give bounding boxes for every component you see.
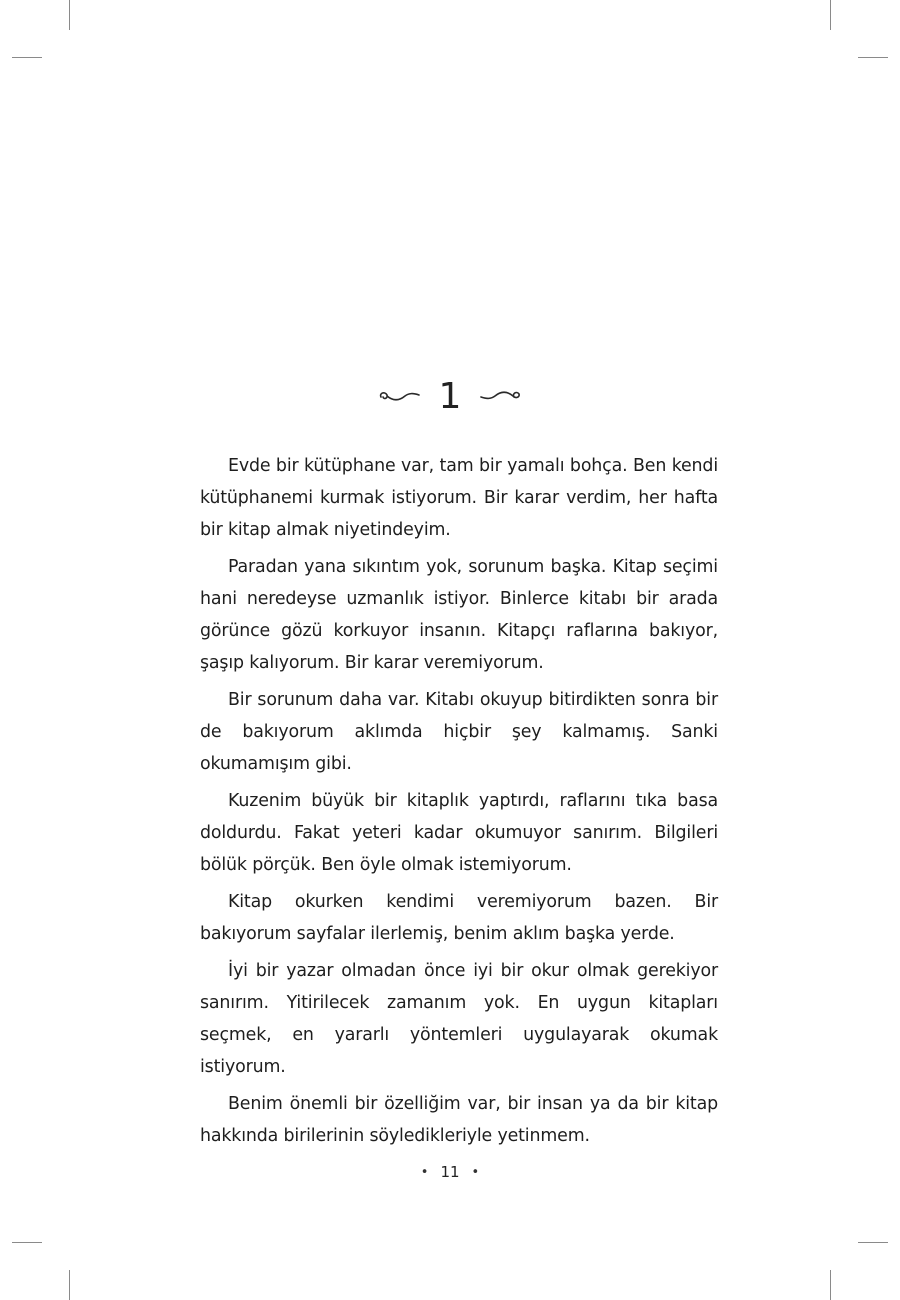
crop-mark-bottom-left bbox=[69, 1270, 70, 1300]
page-footer bbox=[0, 1160, 900, 1184]
paragraph: Kuzenim büyük bir kitaplık yaptırdı, raflarını tıka basa doldurdu. Fakat yeteri kadar okumuyor sanırım. Bilgileri bölük pörçük. Ben öyle olmak istemiyorum. bbox=[200, 791, 718, 875]
crop-mark-top-left bbox=[69, 0, 70, 30]
chapter-body bbox=[200, 450, 718, 1157]
paragraph: Kitap okurken kendimi veremiyorum bazen. Bir bakıyorum sayfalar ilerlemiş, benim aklım başka yerde. bbox=[200, 892, 718, 944]
footer-ornament-left: • bbox=[420, 1164, 429, 1180]
paragraph: İyi bir yazar olmadan önce iyi bir okur olmak gerekiyor sanırım. Yitirilecek zamanım yok. En uygun kitapları seçmek, en yararlı yöntemleri uygulayarak okumak istiyorum. bbox=[200, 961, 718, 1077]
swash-ornament-icon bbox=[477, 385, 525, 407]
crop-mark-bottom-right-horizontal bbox=[858, 1242, 888, 1243]
paragraph: Benim önemli bir özelliğim var, bir insan ya da bir kitap hakkında birilerinin söyledikleriyle yetinmem. bbox=[200, 1094, 718, 1146]
chapter-number: 1 bbox=[438, 376, 462, 417]
paragraph: Bir sorunum daha var. Kitabı okuyup bitirdikten sonra bir de bakıyorum aklımda hiçbir şey kalmamış. Sanki okumamışım gibi. bbox=[200, 690, 718, 774]
chapter-heading bbox=[0, 368, 900, 424]
footer-ornament-right: • bbox=[471, 1164, 480, 1180]
crop-mark-top-left-horizontal bbox=[12, 57, 42, 58]
swash-ornament-icon bbox=[375, 385, 423, 407]
crop-mark-top-right-horizontal bbox=[858, 57, 888, 58]
crop-mark-bottom-right bbox=[830, 1270, 831, 1300]
paragraph: Evde bir kütüphane var, tam bir yamalı bohça. Ben kendi kütüphanemi kurmak istiyorum. Bir karar verdim, her hafta bir kitap almak niyetindeyim. bbox=[200, 456, 718, 540]
crop-mark-bottom-left-horizontal bbox=[12, 1242, 42, 1243]
paragraph: Paradan yana sıkıntım yok, sorunum başka. Kitap seçimi hani neredeyse uzmanlık istiyor. Binlerce kitabı bir arada görünce gözü korkuyor insanın. Kitapçı raflarına bakıyor, şaşıp kalıyorum. Bir karar veremiyorum. bbox=[200, 557, 718, 673]
crop-mark-top-right bbox=[830, 0, 831, 30]
page-number: 11 bbox=[440, 1163, 460, 1181]
